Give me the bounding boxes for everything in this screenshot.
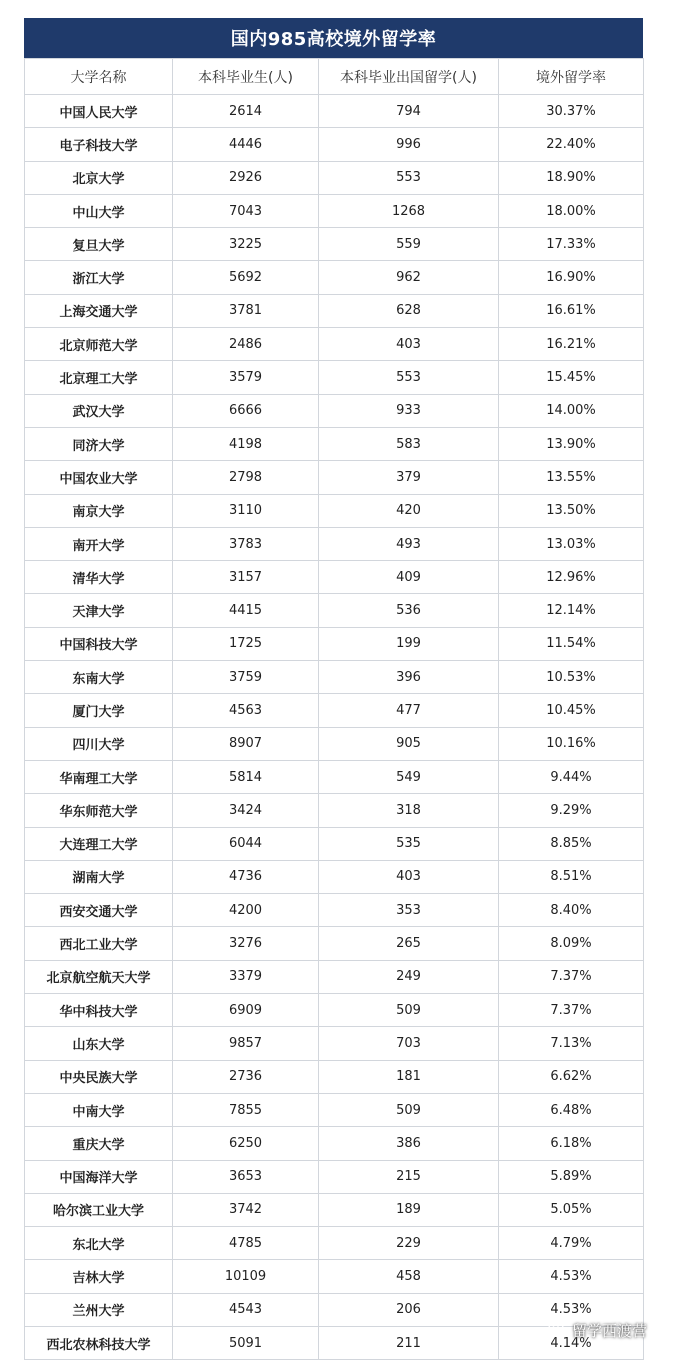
- wechat-icon: [548, 1321, 568, 1339]
- cell-abroad-rate: 4.53%: [499, 1293, 644, 1326]
- cell-graduates: 2486: [173, 328, 319, 361]
- cell-university-name: 中国人民大学: [25, 95, 173, 128]
- watermark: [548, 1316, 647, 1344]
- cell-abroad-rate: 12.14%: [499, 594, 644, 627]
- cell-abroad-count: 403: [319, 860, 499, 893]
- table-row: [25, 1227, 644, 1260]
- cell-university-name: 武汉大学: [25, 394, 173, 427]
- cell-abroad-rate: 5.05%: [499, 1193, 644, 1226]
- cell-abroad-count: 536: [319, 594, 499, 627]
- table-row: [25, 894, 644, 927]
- cell-abroad-count: 549: [319, 760, 499, 793]
- cell-graduates: 4543: [173, 1293, 319, 1326]
- cell-university-name: 电子科技大学: [25, 128, 173, 161]
- header-abroad-rate: 境外留学率: [499, 59, 644, 95]
- cell-abroad-rate: 13.55%: [499, 461, 644, 494]
- table-row: [25, 427, 644, 460]
- cell-university-name: 中南大学: [25, 1093, 173, 1126]
- cell-graduates: 4446: [173, 128, 319, 161]
- cell-abroad-rate: 16.61%: [499, 294, 644, 327]
- cell-abroad-count: 420: [319, 494, 499, 527]
- table-row: [25, 95, 644, 128]
- cell-abroad-rate: 4.79%: [499, 1227, 644, 1260]
- cell-abroad-count: 458: [319, 1260, 499, 1293]
- table-row: [25, 1260, 644, 1293]
- cell-graduates: 2926: [173, 161, 319, 194]
- cell-university-name: 北京理工大学: [25, 361, 173, 394]
- cell-abroad-count: 962: [319, 261, 499, 294]
- cell-abroad-rate: 16.21%: [499, 328, 644, 361]
- cell-graduates: 3276: [173, 927, 319, 960]
- cell-university-name: 中国海洋大学: [25, 1160, 173, 1193]
- watermark-text: 留学西渡营: [572, 1321, 648, 1340]
- cell-abroad-rate: 14.00%: [499, 394, 644, 427]
- header-university-name: 大学名称: [25, 59, 173, 95]
- cell-abroad-count: 215: [319, 1160, 499, 1193]
- cell-graduates: 4563: [173, 694, 319, 727]
- cell-abroad-count: 794: [319, 95, 499, 128]
- cell-abroad-rate: 10.16%: [499, 727, 644, 760]
- cell-graduates: 3379: [173, 960, 319, 993]
- cell-graduates: 6044: [173, 827, 319, 860]
- cell-university-name: 东南大学: [25, 661, 173, 694]
- table-row: [25, 194, 644, 227]
- cell-abroad-count: 379: [319, 461, 499, 494]
- cell-abroad-rate: 13.03%: [499, 527, 644, 560]
- cell-graduates: 6250: [173, 1127, 319, 1160]
- cell-university-name: 中央民族大学: [25, 1060, 173, 1093]
- cell-abroad-rate: 8.51%: [499, 860, 644, 893]
- cell-abroad-rate: 6.48%: [499, 1093, 644, 1126]
- cell-abroad-count: 386: [319, 1127, 499, 1160]
- table-row: [25, 294, 644, 327]
- cell-university-name: 四川大学: [25, 727, 173, 760]
- cell-graduates: 5091: [173, 1326, 319, 1359]
- cell-graduates: 9857: [173, 1027, 319, 1060]
- cell-abroad-rate: 6.62%: [499, 1060, 644, 1093]
- cell-abroad-rate: 9.29%: [499, 794, 644, 827]
- header-row: [25, 59, 644, 95]
- table-row: [25, 627, 644, 660]
- table-row: [25, 261, 644, 294]
- cell-abroad-rate: 8.09%: [499, 927, 644, 960]
- cell-abroad-rate: 10.53%: [499, 661, 644, 694]
- cell-abroad-count: 318: [319, 794, 499, 827]
- cell-abroad-count: 583: [319, 427, 499, 460]
- cell-abroad-count: 206: [319, 1293, 499, 1326]
- cell-university-name: 湖南大学: [25, 860, 173, 893]
- table-row: [25, 1193, 644, 1226]
- cell-university-name: 中山大学: [25, 194, 173, 227]
- table-row: [25, 561, 644, 594]
- cell-abroad-rate: 8.40%: [499, 894, 644, 927]
- cell-abroad-rate: 12.96%: [499, 561, 644, 594]
- cell-university-name: 厦门大学: [25, 694, 173, 727]
- cell-university-name: 大连理工大学: [25, 827, 173, 860]
- cell-graduates: 4198: [173, 427, 319, 460]
- cell-graduates: 10109: [173, 1260, 319, 1293]
- cell-abroad-rate: 8.85%: [499, 827, 644, 860]
- cell-university-name: 吉林大学: [25, 1260, 173, 1293]
- cell-graduates: 4736: [173, 860, 319, 893]
- cell-graduates: 3579: [173, 361, 319, 394]
- cell-abroad-rate: 7.37%: [499, 994, 644, 1027]
- table-row: [25, 994, 644, 1027]
- table-row: [25, 760, 644, 793]
- cell-university-name: 重庆大学: [25, 1127, 173, 1160]
- table-row: [25, 727, 644, 760]
- cell-abroad-count: 403: [319, 328, 499, 361]
- cell-abroad-rate: 15.45%: [499, 361, 644, 394]
- cell-abroad-rate: 16.90%: [499, 261, 644, 294]
- cell-graduates: 3742: [173, 1193, 319, 1226]
- cell-graduates: 4785: [173, 1227, 319, 1260]
- cell-abroad-count: 703: [319, 1027, 499, 1060]
- table-row: [25, 694, 644, 727]
- cell-graduates: 5692: [173, 261, 319, 294]
- table-row: [25, 1160, 644, 1193]
- cell-graduates: 3783: [173, 527, 319, 560]
- cell-abroad-count: 509: [319, 994, 499, 1027]
- cell-abroad-count: 628: [319, 294, 499, 327]
- cell-university-name: 西北工业大学: [25, 927, 173, 960]
- table-title: 国内985高校境外留学率: [24, 18, 643, 58]
- cell-abroad-count: 559: [319, 228, 499, 261]
- cell-abroad-rate: 18.90%: [499, 161, 644, 194]
- cell-abroad-count: 905: [319, 727, 499, 760]
- cell-graduates: 3424: [173, 794, 319, 827]
- cell-graduates: 7043: [173, 194, 319, 227]
- table-row: [25, 794, 644, 827]
- cell-university-name: 南开大学: [25, 527, 173, 560]
- cell-abroad-rate: 7.13%: [499, 1027, 644, 1060]
- table-row: [25, 1060, 644, 1093]
- table-row: [25, 328, 644, 361]
- cell-abroad-rate: 30.37%: [499, 95, 644, 128]
- cell-abroad-count: 553: [319, 361, 499, 394]
- cell-graduates: 2736: [173, 1060, 319, 1093]
- cell-university-name: 西安交通大学: [25, 894, 173, 927]
- cell-graduates: 7855: [173, 1093, 319, 1126]
- table-row: [25, 1027, 644, 1060]
- cell-abroad-count: 933: [319, 394, 499, 427]
- cell-university-name: 东北大学: [25, 1227, 173, 1260]
- cell-abroad-count: 249: [319, 960, 499, 993]
- table-row: [25, 361, 644, 394]
- table-row: [25, 394, 644, 427]
- cell-abroad-count: 181: [319, 1060, 499, 1093]
- cell-abroad-count: 229: [319, 1227, 499, 1260]
- cell-graduates: 6909: [173, 994, 319, 1027]
- cell-graduates: 3157: [173, 561, 319, 594]
- cell-university-name: 西北农林科技大学: [25, 1326, 173, 1359]
- table-body: [25, 95, 644, 1360]
- table-row: [25, 494, 644, 527]
- cell-university-name: 南京大学: [25, 494, 173, 527]
- table-row: [25, 461, 644, 494]
- cell-university-name: 华中科技大学: [25, 994, 173, 1027]
- cell-abroad-rate: 13.50%: [499, 494, 644, 527]
- header-abroad-count: 本科毕业出国留学(人): [319, 59, 499, 95]
- cell-graduates: 3781: [173, 294, 319, 327]
- table-row: [25, 1127, 644, 1160]
- cell-university-name: 天津大学: [25, 594, 173, 627]
- table-row: [25, 161, 644, 194]
- table-row: [25, 594, 644, 627]
- cell-abroad-rate: 18.00%: [499, 194, 644, 227]
- cell-abroad-rate: 13.90%: [499, 427, 644, 460]
- cell-university-name: 中国农业大学: [25, 461, 173, 494]
- cell-abroad-count: 409: [319, 561, 499, 594]
- cell-graduates: 8907: [173, 727, 319, 760]
- cell-abroad-rate: 10.45%: [499, 694, 644, 727]
- cell-abroad-count: 189: [319, 1193, 499, 1226]
- cell-abroad-count: 493: [319, 527, 499, 560]
- table-row: [25, 527, 644, 560]
- cell-university-name: 复旦大学: [25, 228, 173, 261]
- table-row: [25, 827, 644, 860]
- cell-graduates: 3653: [173, 1160, 319, 1193]
- table-row: [25, 860, 644, 893]
- cell-university-name: 浙江大学: [25, 261, 173, 294]
- cell-graduates: 3225: [173, 228, 319, 261]
- cell-graduates: 3110: [173, 494, 319, 527]
- cell-abroad-rate: 6.18%: [499, 1127, 644, 1160]
- cell-university-name: 北京大学: [25, 161, 173, 194]
- cell-abroad-count: 211: [319, 1326, 499, 1359]
- cell-graduates: 1725: [173, 627, 319, 660]
- cell-university-name: 华东师范大学: [25, 794, 173, 827]
- cell-abroad-rate: 17.33%: [499, 228, 644, 261]
- cell-graduates: 4200: [173, 894, 319, 927]
- cell-university-name: 山东大学: [25, 1027, 173, 1060]
- table-row: [25, 960, 644, 993]
- cell-university-name: 同济大学: [25, 427, 173, 460]
- cell-abroad-count: 265: [319, 927, 499, 960]
- cell-university-name: 上海交通大学: [25, 294, 173, 327]
- cell-university-name: 华南理工大学: [25, 760, 173, 793]
- cell-university-name: 哈尔滨工业大学: [25, 1193, 173, 1226]
- cell-graduates: 2798: [173, 461, 319, 494]
- table-row: [25, 228, 644, 261]
- cell-abroad-count: 996: [319, 128, 499, 161]
- cell-university-name: 中国科技大学: [25, 627, 173, 660]
- cell-abroad-rate: 11.54%: [499, 627, 644, 660]
- cell-abroad-count: 535: [319, 827, 499, 860]
- cell-graduates: 5814: [173, 760, 319, 793]
- cell-abroad-rate: 4.14%: [499, 1326, 644, 1359]
- cell-abroad-rate: 5.89%: [499, 1160, 644, 1193]
- cell-abroad-count: 396: [319, 661, 499, 694]
- cell-abroad-rate: 4.53%: [499, 1260, 644, 1293]
- cell-graduates: 2614: [173, 95, 319, 128]
- cell-university-name: 清华大学: [25, 561, 173, 594]
- cell-abroad-count: 353: [319, 894, 499, 927]
- cell-abroad-count: 1268: [319, 194, 499, 227]
- table-row: [25, 661, 644, 694]
- header-graduates: 本科毕业生(人): [173, 59, 319, 95]
- table-row: [25, 128, 644, 161]
- cell-abroad-count: 477: [319, 694, 499, 727]
- table-row: [25, 1093, 644, 1126]
- cell-university-name: 兰州大学: [25, 1293, 173, 1326]
- cell-graduates: 3759: [173, 661, 319, 694]
- cell-abroad-rate: 22.40%: [499, 128, 644, 161]
- cell-abroad-rate: 7.37%: [499, 960, 644, 993]
- cell-graduates: 6666: [173, 394, 319, 427]
- cell-abroad-count: 509: [319, 1093, 499, 1126]
- cell-university-name: 北京师范大学: [25, 328, 173, 361]
- cell-university-name: 北京航空航天大学: [25, 960, 173, 993]
- cell-abroad-count: 199: [319, 627, 499, 660]
- study-abroad-rate-table: [24, 58, 644, 1360]
- cell-abroad-count: 553: [319, 161, 499, 194]
- cell-abroad-rate: 9.44%: [499, 760, 644, 793]
- cell-graduates: 4415: [173, 594, 319, 627]
- table-row: [25, 927, 644, 960]
